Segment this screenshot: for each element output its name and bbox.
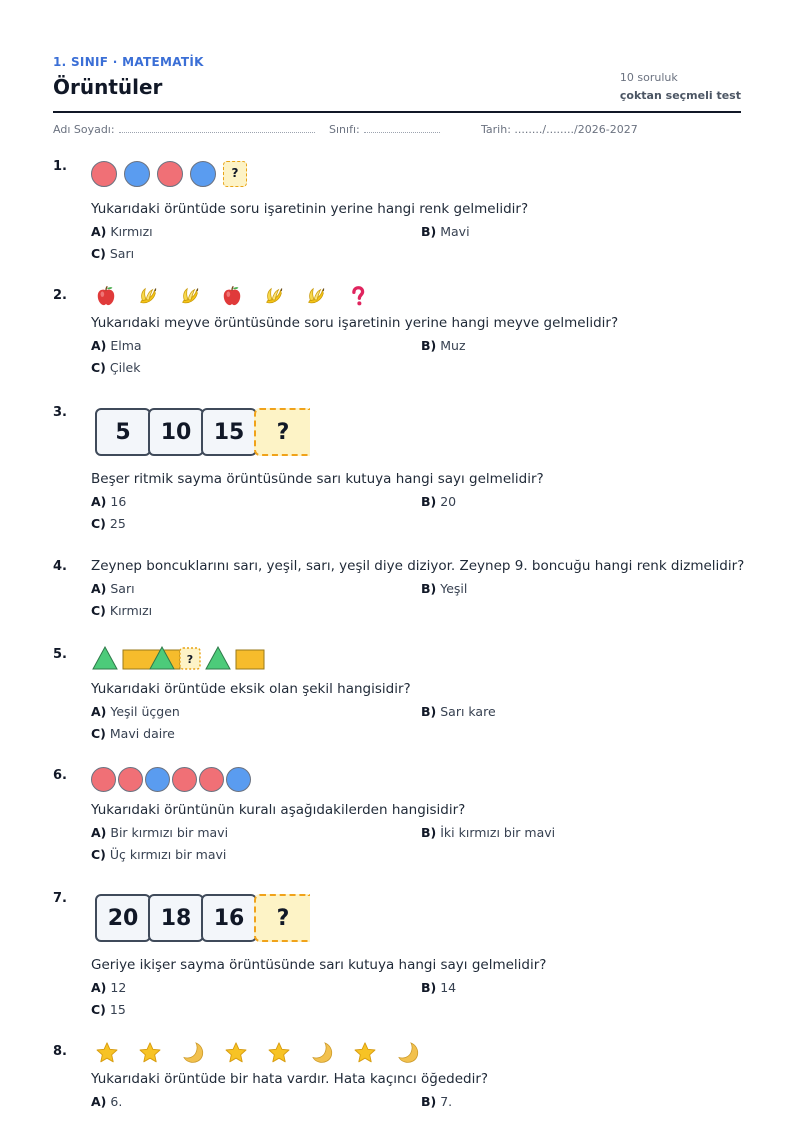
option-b[interactable]: B) Mavi <box>421 224 470 239</box>
question-text: Beşer ritmik sayma örüntüsünde sarı kutuya hangi sayı gelmelidir? <box>91 471 544 487</box>
question-number: 2. <box>53 288 67 303</box>
moon-icon <box>310 1041 334 1065</box>
green-triangle <box>206 647 230 669</box>
question-number: 3. <box>53 405 67 420</box>
option-b[interactable]: B) Yeşil <box>421 581 468 596</box>
answer-options <box>91 338 741 382</box>
number-card: 16 <box>201 894 257 942</box>
option-a[interactable]: A) Yeşil üçgen <box>91 704 180 719</box>
question-number: 4. <box>53 559 67 574</box>
question-number: 5. <box>53 647 67 662</box>
test-type: çoktan seçmeli test <box>619 89 741 102</box>
name-field[interactable] <box>53 123 115 136</box>
option-c[interactable]: C) Mavi daire <box>91 726 175 741</box>
moon-icon <box>396 1041 420 1065</box>
star-icon <box>138 1041 162 1065</box>
pattern-visual <box>91 285 741 311</box>
question-number: 1. <box>53 159 67 174</box>
red-circle <box>91 161 117 187</box>
question-text: Zeynep boncuklarını sarı, yeşil, sarı, yeşil diye diziyor. Zeynep 9. boncuğu hangi renk dizmelidir? <box>91 558 745 574</box>
number-card: 5 <box>95 408 151 456</box>
shape-pattern <box>91 646 291 672</box>
banana-icon <box>263 285 285 307</box>
red-circle <box>172 767 197 792</box>
answer-options <box>91 581 741 625</box>
number-cards <box>91 408 741 458</box>
option-a[interactable]: A) 16 <box>91 494 127 509</box>
date-field[interactable]: Tarih: ......../......../2026-2027 <box>481 123 638 136</box>
question-text: Yukarıdaki örüntünün kuralı aşağıdakilerden hangisidir? <box>91 802 466 818</box>
option-c[interactable]: C) Üç kırmızı bir mavi <box>91 847 227 862</box>
option-c[interactable]: C) 15 <box>91 1002 126 1017</box>
option-c[interactable]: C) Çilek <box>91 360 141 375</box>
yellow-square <box>236 650 264 669</box>
option-a[interactable]: A) Bir kırmızı bir mavi <box>91 825 229 840</box>
answer-options <box>91 980 741 1024</box>
option-a[interactable]: A) 6. <box>91 1094 123 1109</box>
option-b[interactable]: B) Muz <box>421 338 466 353</box>
banana-icon <box>305 285 327 307</box>
question-text: Yukarıdaki örüntüde soru işaretinin yerine hangi renk gelmelidir? <box>91 201 529 217</box>
red-circle <box>157 161 183 187</box>
question-count: 10 soruluk <box>619 71 678 84</box>
option-a[interactable]: A) 12 <box>91 980 127 995</box>
pattern-visual <box>91 767 741 793</box>
option-a[interactable]: A) Sarı <box>91 581 135 596</box>
number-card: 18 <box>148 894 204 942</box>
blue-circle <box>124 161 150 187</box>
red-circle <box>199 767 224 792</box>
question-number: 8. <box>53 1044 67 1059</box>
option-b[interactable]: B) 7. <box>421 1094 453 1109</box>
red-circle <box>91 767 116 792</box>
number-cards <box>91 894 741 944</box>
green-triangle <box>93 647 117 669</box>
missing-item-mark: ? <box>186 653 194 666</box>
name-blank <box>119 123 315 133</box>
moon-icon <box>181 1041 205 1065</box>
option-c[interactable]: C) Kırmızı <box>91 603 153 618</box>
number-card: 10 <box>148 408 204 456</box>
answer-options <box>91 825 741 869</box>
question-number: 6. <box>53 768 67 783</box>
class-blank <box>364 123 440 133</box>
option-b[interactable]: B) İki kırmızı bir mavi <box>421 825 556 840</box>
question-text: Geriye ikişer sayma örüntüsünde sarı kutuya hangi sayı gelmelidir? <box>91 957 547 973</box>
star-icon <box>224 1041 248 1065</box>
page-title: Örüntüler <box>53 75 163 99</box>
blue-circle <box>190 161 216 187</box>
blue-circle <box>145 767 170 792</box>
pattern-visual <box>91 1041 741 1067</box>
worksheet-header <box>53 55 741 113</box>
grade-subject-label: 1. SINIF · MATEMATİK <box>53 55 204 69</box>
missing-number-card: ? <box>254 894 310 942</box>
test-meta <box>620 71 741 102</box>
answer-options <box>91 704 741 748</box>
star-icon <box>267 1041 291 1065</box>
option-b[interactable]: B) Sarı kare <box>421 704 496 719</box>
banana-icon <box>137 285 159 307</box>
option-a[interactable]: A) Kırmızı <box>91 224 153 239</box>
option-a[interactable]: A) Elma <box>91 338 142 353</box>
answer-options <box>91 1094 741 1116</box>
banana-icon <box>179 285 201 307</box>
pattern-visual <box>91 646 741 672</box>
apple-icon <box>95 285 117 307</box>
blue-circle <box>226 767 251 792</box>
number-card: 20 <box>95 894 151 942</box>
answer-options <box>91 494 741 538</box>
class-field[interactable] <box>329 123 360 136</box>
name-label: Adı Soyadı: <box>53 123 115 136</box>
star-icon <box>95 1041 119 1065</box>
question-text: Yukarıdaki meyve örüntüsünde soru işaretinin yerine hangi meyve gelmelidir? <box>91 315 619 331</box>
option-c[interactable]: C) Sarı <box>91 246 135 261</box>
star-icon <box>353 1041 377 1065</box>
missing-item-box: ? <box>223 161 247 187</box>
apple-icon <box>221 285 243 307</box>
option-b[interactable]: B) 20 <box>421 494 457 509</box>
question-text: Yukarıdaki örüntüde bir hata vardır. Hata kaçıncı öğededir? <box>91 1071 489 1087</box>
answer-options <box>91 224 741 268</box>
question-text: Yukarıdaki örüntüde eksik olan şekil hangisidir? <box>91 681 411 697</box>
number-card: 15 <box>201 408 257 456</box>
pattern-visual <box>91 161 741 189</box>
class-label: Sınıfı: <box>329 123 360 136</box>
option-b[interactable]: B) 14 <box>421 980 457 995</box>
question-number: 7. <box>53 891 67 906</box>
missing-number-card: ? <box>254 408 310 456</box>
red-circle <box>118 767 143 792</box>
question-mark-icon <box>347 285 369 307</box>
option-c[interactable]: C) 25 <box>91 516 126 531</box>
